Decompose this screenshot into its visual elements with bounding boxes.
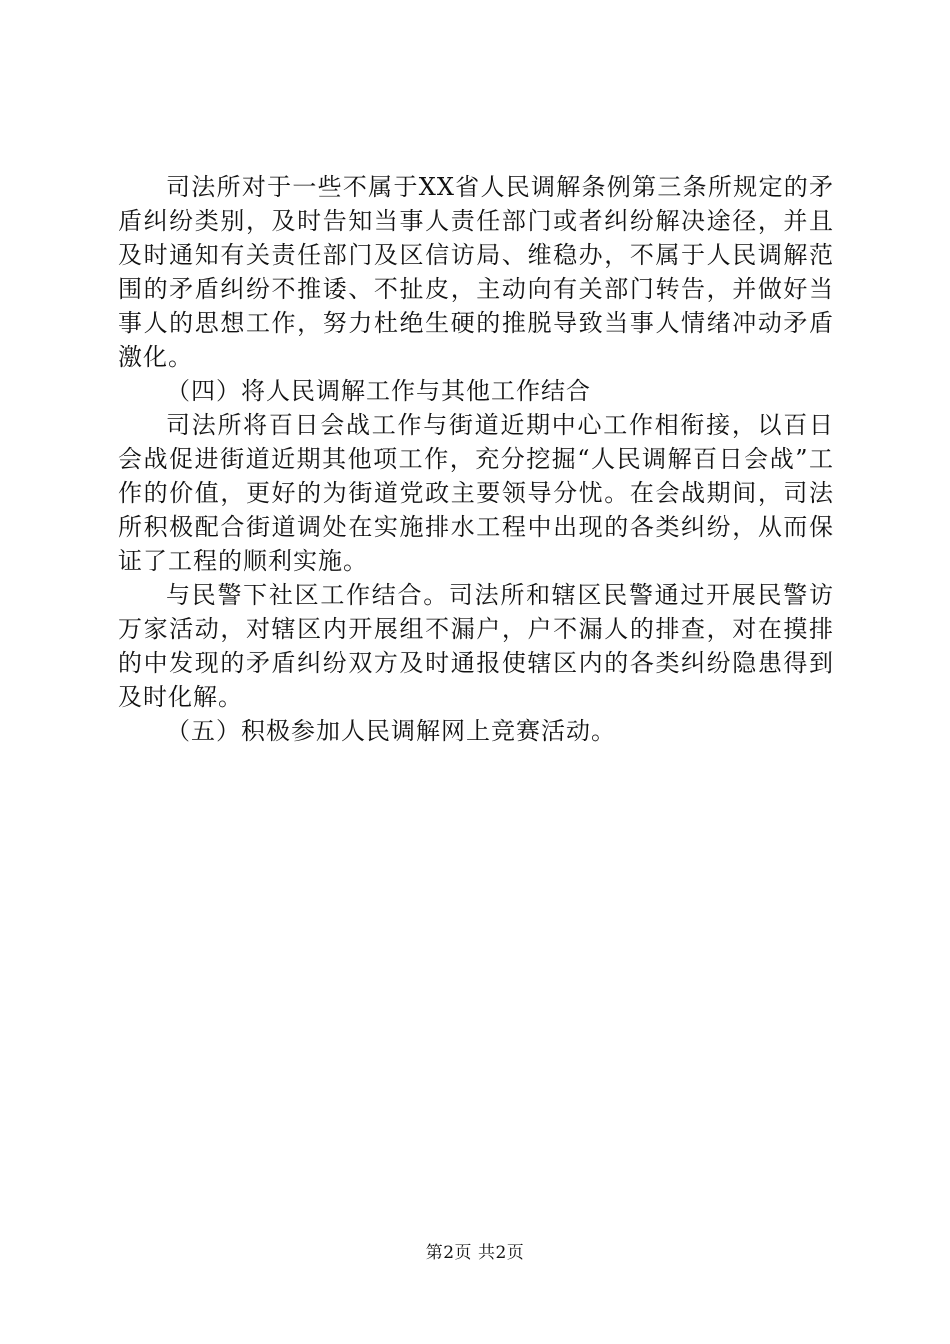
paragraph-campaign: 司法所将百日会战工作与街道近期中心工作相衔接，以百日会战促进街道近期其他项工作，充分挖掘“人民调解百日会战”工作的价值，更好的为街道党政主要领导分忧。在会战期间，司法所积极配合街道调处在实施排水工程中出现的各类纠纷，从而保证了工程的顺利实施。 [118, 411, 834, 575]
paragraph-referral: 司法所对于一些不属于XX省人民调解条例第三条所规定的矛盾纠纷类别，及时告知当事人责任部门或者纠纷解决途径，并且及时通知有关责任部门及区信访局、维稳办，不属于人民调解范围的矛盾纠纷不推诿、不扯皮，主动向有关部门转告，并做好当事人的思想工作，努力杜绝生硬的推脱导致当事人情绪冲动矛盾激化。 [118, 173, 834, 371]
page-number-footer: 第2页 共2页 [425, 1243, 525, 1263]
document-body [118, 170, 834, 748]
paragraph-police-community: 与民警下社区工作结合。司法所和辖区民警通过开展民警访万家活动，对辖区内开展组不漏户，户不漏人的排查，对在摸排的中发现的矛盾纠纷双方及时通报使辖区内的各类纠纷隐患得到及时化解。 [118, 581, 834, 711]
section-heading-four: （四）将人民调解工作与其他工作结合 [166, 377, 591, 405]
section-heading-five: （五）积极参加人民调解网上竞赛活动。 [166, 717, 616, 745]
